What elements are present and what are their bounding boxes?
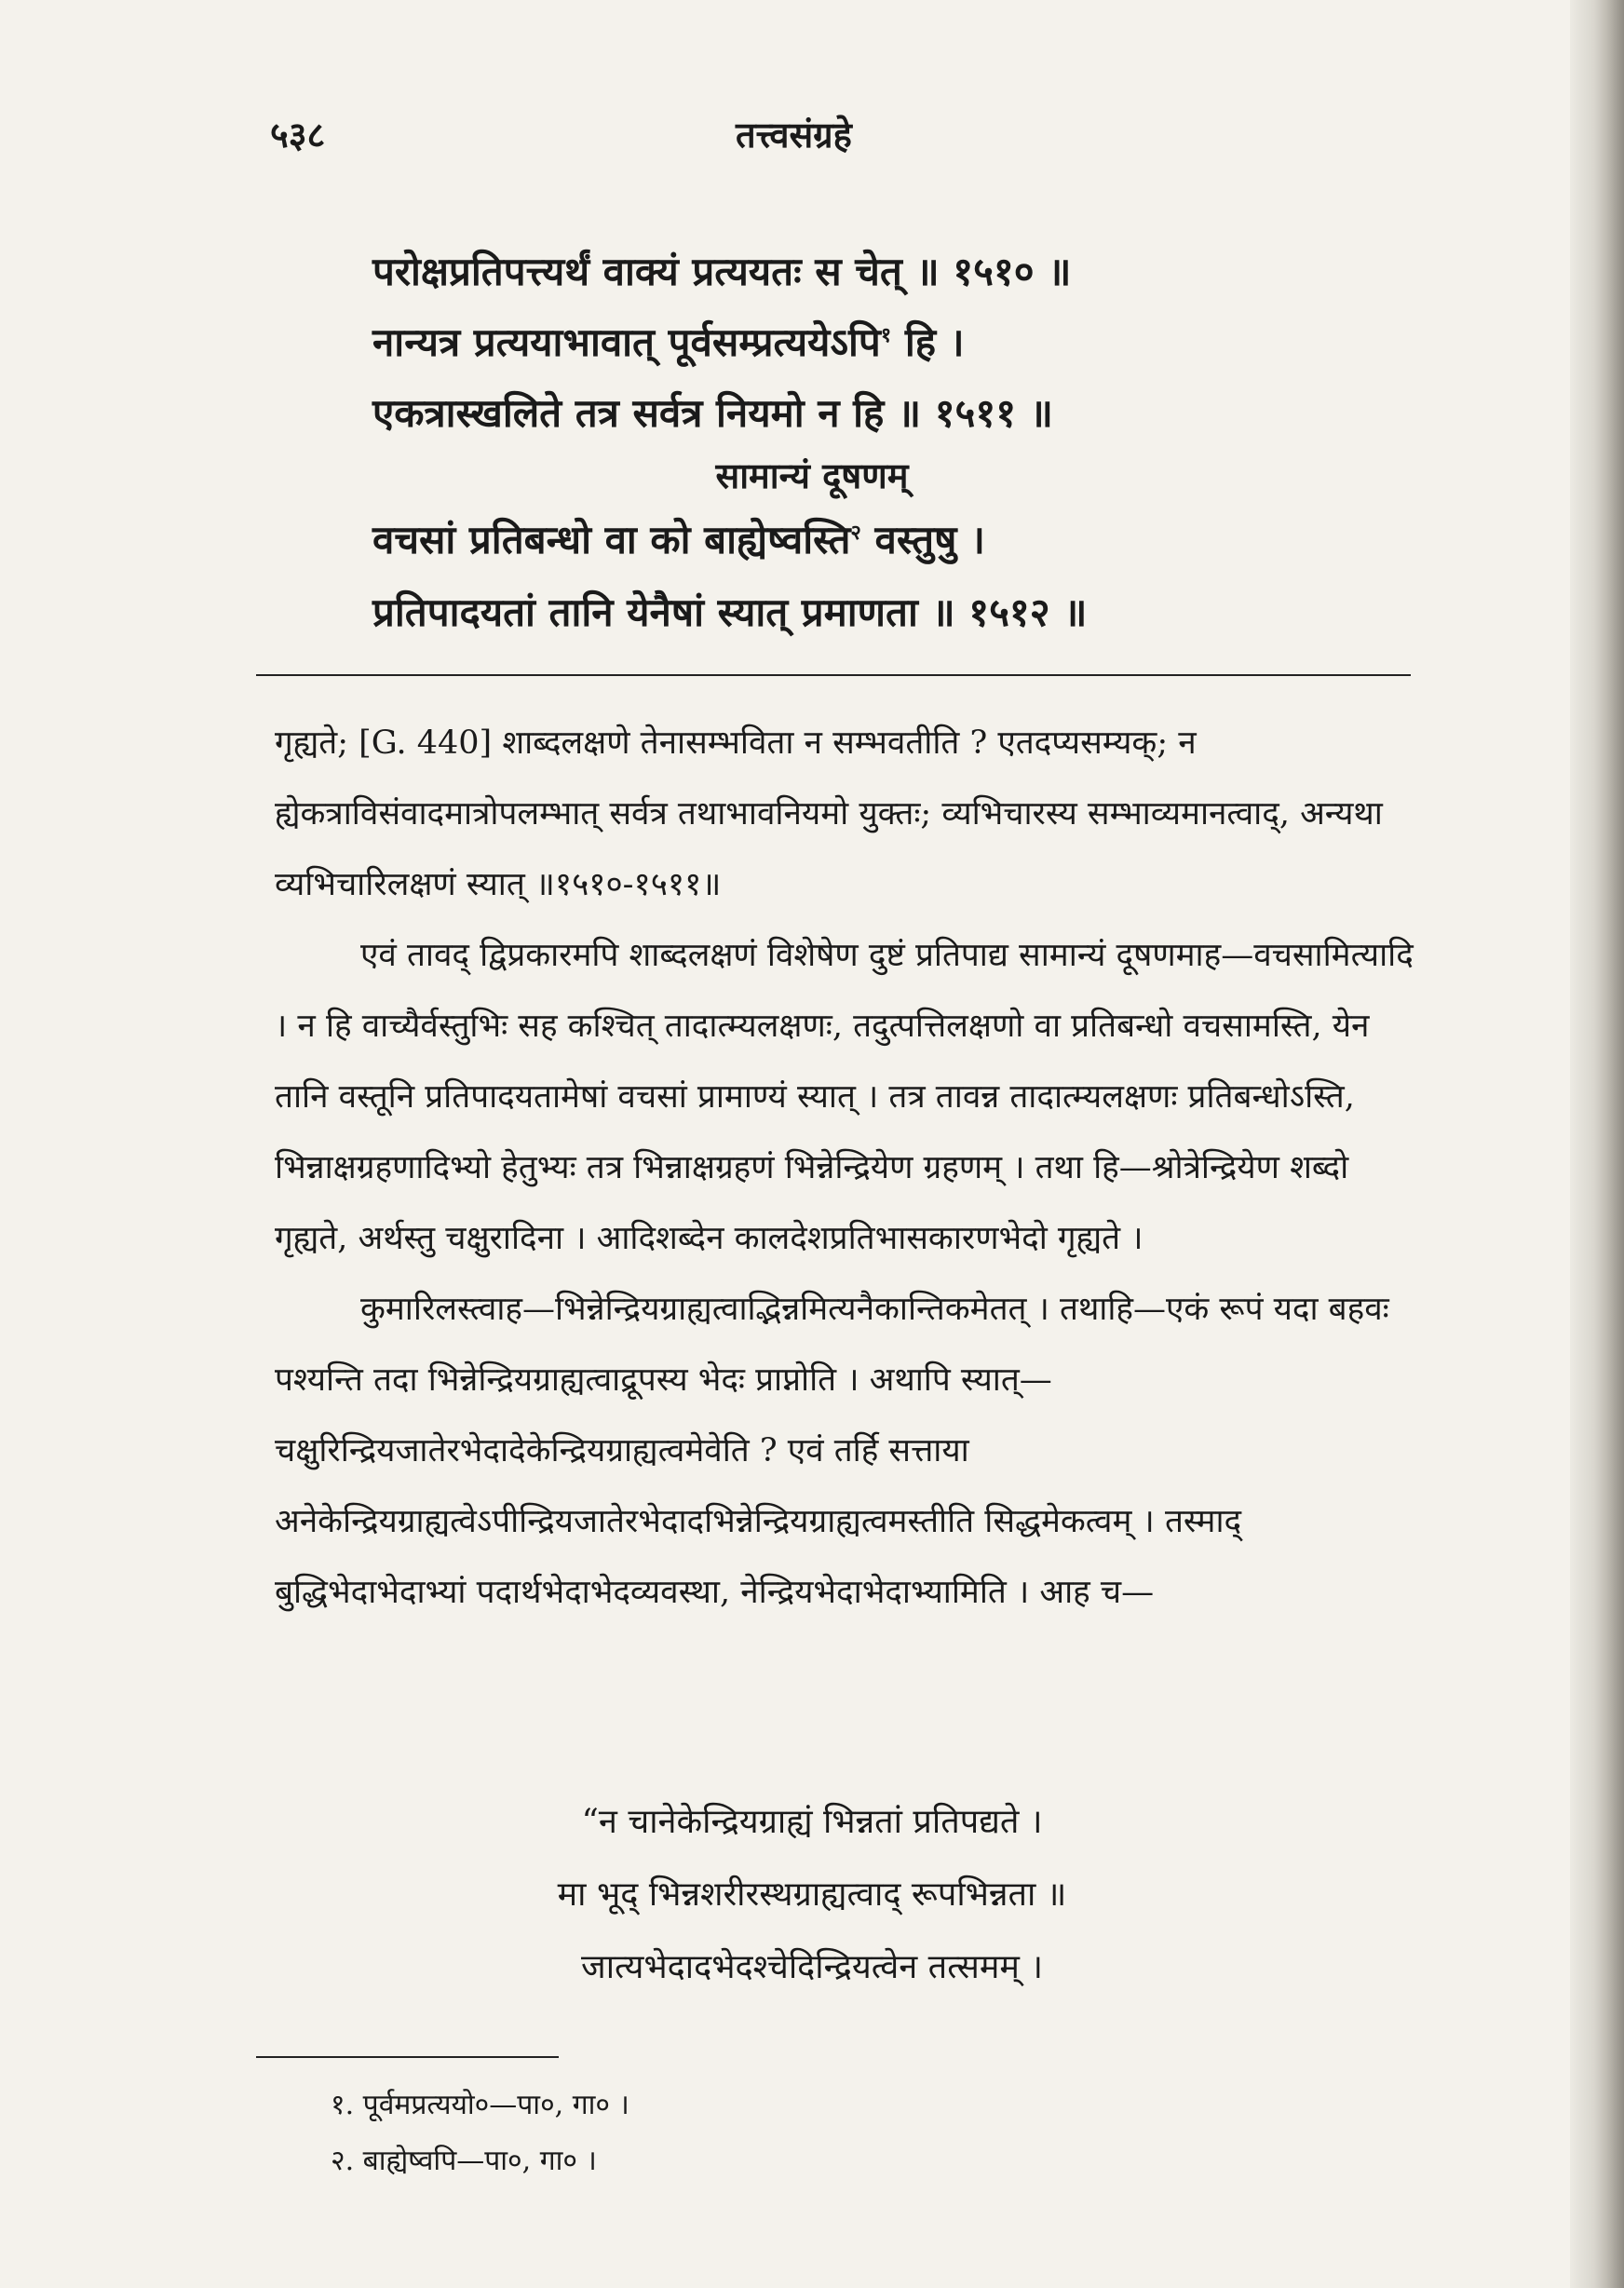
page-header — [0, 110, 1624, 175]
verse-line: वचसां प्रतिबन्धो वा को बाह्येष्वस्ति$^२$ वस्तुषु । — [372, 517, 985, 562]
page-number: ५३८ — [270, 114, 326, 156]
commentary-body — [275, 708, 1425, 1628]
verse-line: परोक्षप्रतिपत्त्यर्थं वाक्यं प्रत्ययतः स चेत् ॥ १५१० ॥ — [372, 249, 1072, 294]
running-title: तत्त्वसंग्रहे — [736, 114, 852, 156]
quoted-verse-line: “न चानेकेन्द्रियग्राह्यं भिन्नतां प्रतिपद्यते । — [581, 1803, 1043, 1841]
quoted-verse-line: जात्यभेदादभेदश्चेदिन्द्रियत्वेन तत्समम् । — [581, 1948, 1043, 1986]
verse-line: नान्यत्र प्रत्ययाभावात् पूर्वसम्प्रत्ययेऽपि$^१$ हि । — [372, 319, 965, 365]
footnote: २. बाह्येष्वपि—पा०, गा० । — [331, 2145, 597, 2177]
verse-line: एकत्रास्खलिते तत्र सर्वत्र नियमो न हि ॥ १५११ ॥ — [372, 390, 1053, 436]
verse-separator-rule — [256, 674, 1411, 676]
footnote-separator-rule — [256, 2056, 559, 2058]
section-heading: सामान्यं दूषणम् — [715, 454, 909, 496]
verse-line: प्रतिपादयतां तानि येनैषां स्यात् प्रमाणता ॥ १५१२ ॥ — [372, 589, 1088, 635]
quoted-verse-line: मा भूद् भिन्नशरीरस्थग्राह्यत्वाद् रूपभिन्नता ॥ — [557, 1875, 1067, 1914]
commentary-paragraph: गृह्यते; [G. 440] शाब्दलक्षणे तेनासम्भविता न सम्भवतीति ? एतदप्यसम्यक्; न ह्येकत्राविसंवादमात्रोपलम्भात् सर्वत्र तथाभावनियमो युक्तः; व्यभिचारस्य सम्भाव्यमानत्वाद्, अन्यथा व्यभिचारिलक्षणं स्यात् ॥१५१०-१५११॥ — [275, 724, 1383, 903]
footnote: १. पूर्वमप्रत्ययो०—पा०, गा० । — [331, 2089, 629, 2121]
footnote-marker: २ — [850, 521, 861, 545]
footnote-marker: १ — [880, 323, 892, 347]
commentary-paragraph: एवं तावद् द्विप्रकारमपि शाब्दलक्षणं विशेषेण दुष्टं प्रतिपाद्य सामान्यं दूषणमाह—वचसामित्यादि । न हि वाच्यैर्वस्तुभिः सह कश्चित् तादात्म्यलक्षणः, तदुत्पत्तिलक्षणो वा प्रतिबन्धो वचसामस्ति, येन तानि वस्तूनि प्रतिपादयतामेषां वचसां प्रामाण्यं स्यात् । तत्र तावन्न तादात्म्यलक्षणः प्रतिबन्धोऽस्ति, भिन्नाक्षग्रहणादिभ्यो हेतुभ्यः तत्र भिन्नाक्षग्रहणं भिन्नेन्द्रियेण ग्रहणम् । तथा हि—श्रोत्रेन्द्रियेण शब्दो गृह्यते, अर्थस्तु चक्षुरादिना । आदिशब्देन कालदेशप्रतिभासकारणभेदो गृह्यते । — [275, 937, 1414, 1257]
commentary-paragraph: कुमारिलस्त्वाह—भिन्नेन्द्रियग्राह्यत्वाद्भिन्नमित्यनैकान्तिकमेतत् । तथाहि—एकं रूपं यदा बहवः पश्यन्ति तदा भिन्नेन्द्रियग्राह्यत्वाद्रूपस्य भेदः प्राप्नोति । अथापि स्यात्—चक्षुरिन्द्रियजातेरभेदादेकेन्द्रियग्राह्यत्वमेवेति ? एवं तर्हि सत्ताया अनेकेन्द्रियग्राह्यत्वेऽपीन्द्रियजातेरभेदादभिन्नेन्द्रियग्राह्यत्वमस्तीति सिद्धमेकत्वम् । तस्माद् बुद्धिभेदाभेदाभ्यां पदार्थभेदाभेदव्यवस्था, नेन्द्रियभेदाभेदाभ्यामिति । आह च— — [275, 1291, 1389, 1611]
